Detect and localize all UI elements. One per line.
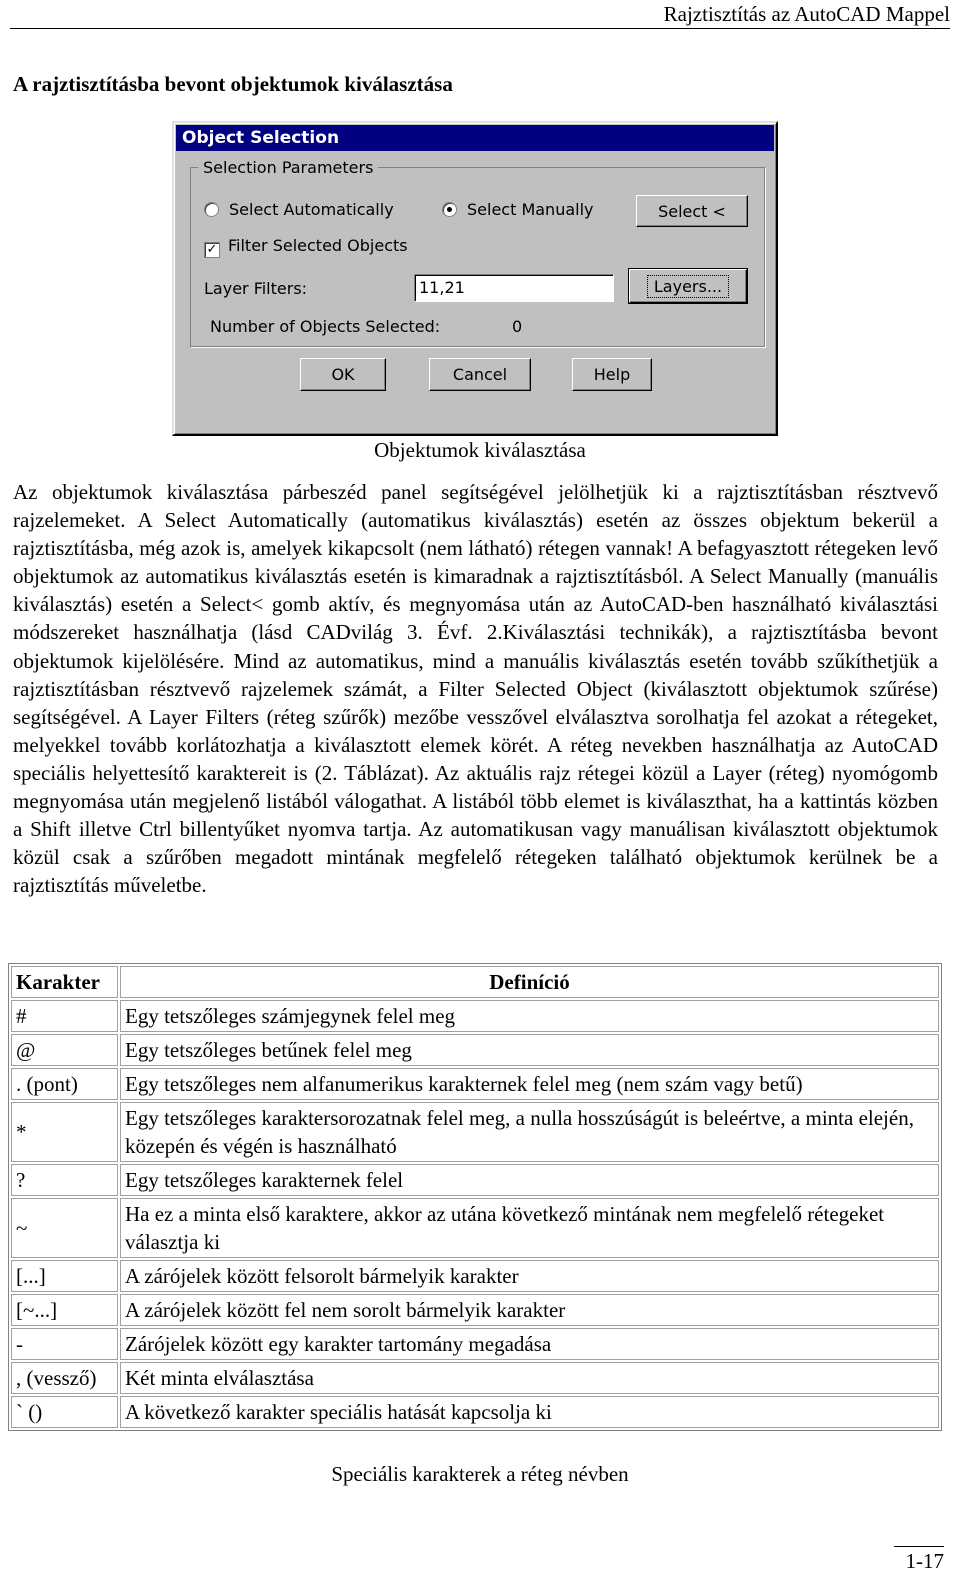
help-button[interactable]: Help (572, 358, 652, 391)
char-cell: , (vessző) (11, 1362, 118, 1394)
char-cell: # (11, 1000, 118, 1032)
objects-selected-value: 0 (512, 317, 523, 336)
definition-cell: Zárójelek között egy karakter tartomány megadása (120, 1328, 939, 1360)
radio-off-icon (204, 202, 219, 217)
radio-select-manually[interactable] (442, 201, 594, 219)
char-cell: [~...] (11, 1294, 118, 1326)
objects-selected-label: Number of Objects Selected: (210, 317, 441, 336)
table-header-row (11, 966, 939, 998)
section-title: A rajztisztításba bevont objektumok kiválasztása (13, 72, 453, 96)
table-row (11, 1362, 939, 1394)
table-row (11, 1164, 939, 1196)
layer-filters-input[interactable]: 11,21 (414, 274, 614, 302)
table-row (11, 1396, 939, 1428)
table-row (11, 1294, 939, 1326)
char-cell: [...] (11, 1260, 118, 1292)
definition-cell: Ha ez a minta első karaktere, akkor az utána következő mintának nem megfelelő rétegeket választja ki (120, 1198, 939, 1258)
radio-manual-label: Select Manually (467, 200, 594, 219)
table-row (11, 1000, 939, 1032)
radio-on-icon (442, 202, 457, 217)
dialog-titlebar[interactable]: Object Selection (176, 125, 774, 151)
body-paragraph: Az objektumok kiválasztása párbeszéd panel segítségével jelölhetjük ki a rajztisztításban résztvevő rajzelemeket. A Select Automatically (automatikus kiválasztás) esetén az összes objektum bekerül a rajztisztításba, még azok is, amelyek kikapcsolt (nem látható) rétegen vannak! A befagyasztott rétegeken levő objektumok az automatikus kiválasztás esetén is kimaradnak a rajztisztításból. A Select Manually (manuális kiválasztás) esetén a Select< gomb aktív, és megnyomása után az AutoCAD-ben használható kiválasztási módszereket használhatja (lásd CADvilág 3. Évf. 2.Kiválasztási technikák), a rajztisztításba bevont objektumok kijelölésére. Mind az automatikus, mind a manuális kiválasztás esetén tovább szűkíthetjük a rajztisztításban résztvevő rajzelemek számát, a Filter Selected Object (kiválasztott objektumok szűrése) segítségével. A Layer Filters (réteg szűrők) mezőbe vesszővel elválasztva sorolhatja fel azokat a rétegeket, melyekkel tovább korlátozhatja a kiválasztott elemek körét. A réteg nevekben használhatja az AutoCAD speciális helyettesítő karaktereit is (2. Táblázat). Az aktuális rajz rétegei közül a Layer (réteg) nyomógomb megnyomása után megjelenő listából válogathat. A listából több elemet is kiválaszthat, ha a kattintás közben a Shift illetve Ctrl billentyűket nyomva tartja. Az automatikusan vagy manuálisan kiválasztott objektumok közül csak a szűrőben megadott mintának megfelelő rétegeken található objektumok kerülnek be a rajztisztítás műveletbe. (13, 480, 938, 898)
definition-cell: Két minta elválasztása (120, 1362, 939, 1394)
header-definicio: Definíció (120, 966, 939, 998)
radio-select-automatically[interactable] (204, 201, 394, 219)
object-selection-dialog (172, 121, 778, 436)
definition-cell: Egy tetszőleges nem alfanumerikus karakternek felel meg (nem szám vagy betű) (120, 1068, 939, 1100)
header-karakter: Karakter (11, 966, 118, 998)
layers-button[interactable] (629, 269, 747, 303)
page-number: 1-17 (894, 1546, 944, 1574)
running-header: Rajztisztítás az AutoCAD Mappel (10, 0, 950, 29)
layer-filters-label: Layer Filters: (204, 279, 308, 298)
table-caption: Speciális karakterek a réteg névben (331, 1462, 629, 1486)
char-cell: ` () (11, 1396, 118, 1428)
layers-button-label: Layers... (647, 275, 729, 298)
char-cell: . (pont) (11, 1068, 118, 1100)
table-row (11, 1102, 939, 1162)
table-row (11, 1198, 939, 1258)
char-cell: ? (11, 1164, 118, 1196)
checkbox-checked-icon: ✓ (204, 242, 220, 258)
table-row (11, 1068, 939, 1100)
definition-cell: A zárójelek között fel nem sorolt bármelyik karakter (120, 1294, 939, 1326)
cancel-button[interactable]: Cancel (429, 358, 531, 391)
definition-cell: Egy tetszőleges betűnek felel meg (120, 1034, 939, 1066)
filter-checkbox-label: Filter Selected Objects (228, 236, 408, 255)
group-label: Selection Parameters (198, 159, 378, 177)
definition-cell: A zárójelek között felsorolt bármelyik karakter (120, 1260, 939, 1292)
definition-cell: A következő karakter speciális hatását kapcsolja ki (120, 1396, 939, 1428)
char-cell: ~ (11, 1198, 118, 1258)
table-row (11, 1260, 939, 1292)
definition-cell: Egy tetszőleges karaktersorozatnak felel meg, a nulla hosszúságút is beleértve, a minta elején, közepén és végén is használható (120, 1102, 939, 1162)
figure-caption: Objektumok kiválasztása (374, 438, 586, 462)
table-row (11, 1034, 939, 1066)
char-cell: @ (11, 1034, 118, 1066)
definition-cell: Egy tetszőleges számjegynek felel meg (120, 1000, 939, 1032)
select-button[interactable]: Select < (636, 195, 748, 227)
char-cell: * (11, 1102, 118, 1162)
ok-button[interactable]: OK (300, 358, 386, 391)
special-characters-table (8, 963, 942, 1431)
definition-cell: Egy tetszőleges karakternek felel (120, 1164, 939, 1196)
filter-selected-objects-checkbox[interactable] (204, 237, 408, 258)
table-row (11, 1328, 939, 1360)
radio-auto-label: Select Automatically (229, 200, 394, 219)
char-cell: - (11, 1328, 118, 1360)
